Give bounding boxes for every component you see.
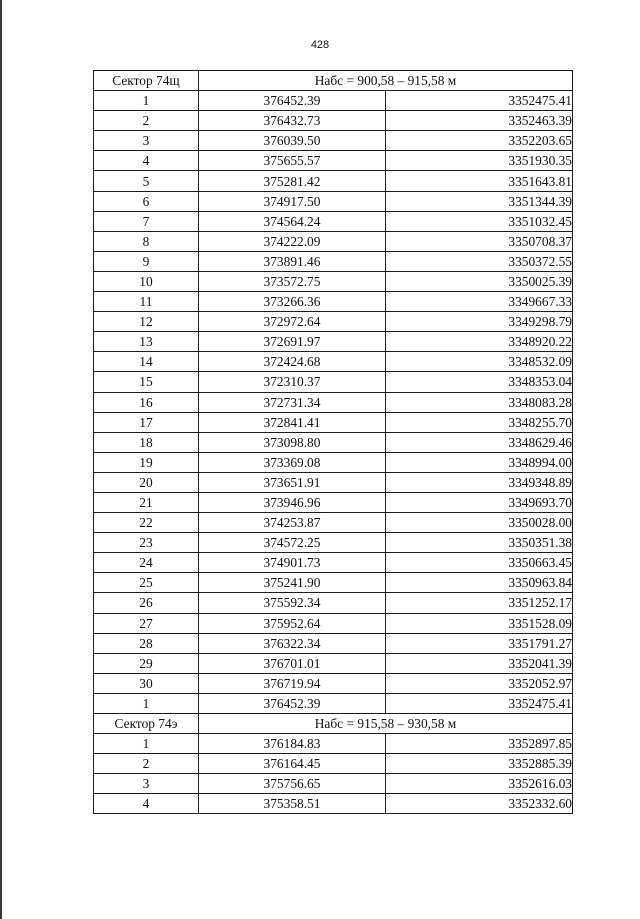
- coordinate-y: 3351791.27: [386, 633, 573, 653]
- point-number: 30: [94, 673, 199, 693]
- point-number: 4: [94, 151, 199, 171]
- point-number: 12: [94, 312, 199, 332]
- coordinate-y: 3350025.39: [386, 271, 573, 291]
- coordinate-x: 375281.42: [199, 171, 386, 191]
- point-number: 1: [94, 693, 199, 713]
- coordinate-y: 3351252.17: [386, 593, 573, 613]
- table-row: [94, 452, 573, 472]
- coordinate-y: 3350372.55: [386, 251, 573, 271]
- point-number: 4: [94, 794, 199, 814]
- coordinate-y: 3348255.70: [386, 412, 573, 432]
- coordinate-y: 3352332.60: [386, 794, 573, 814]
- sector-label: Сектор 74э: [94, 714, 199, 734]
- coordinate-y: 3351930.35: [386, 151, 573, 171]
- point-number: 14: [94, 352, 199, 372]
- point-number: 1: [94, 91, 199, 111]
- coordinate-x: 373098.80: [199, 432, 386, 452]
- coordinate-x: 376164.45: [199, 754, 386, 774]
- table-row: [94, 231, 573, 251]
- point-number: 18: [94, 432, 199, 452]
- point-number: 3: [94, 774, 199, 794]
- table-row: [94, 332, 573, 352]
- coordinate-y: 3351643.81: [386, 171, 573, 191]
- coordinate-x: 372972.64: [199, 312, 386, 332]
- coordinate-y: 3348083.28: [386, 392, 573, 412]
- height-range: Набс = 900,58 – 915,58 м: [199, 71, 573, 91]
- table-row: [94, 352, 573, 372]
- point-number: 24: [94, 553, 199, 573]
- coordinates-table: [93, 70, 573, 814]
- table-row: [94, 171, 573, 191]
- point-number: 21: [94, 492, 199, 512]
- page-number: 428: [310, 39, 330, 51]
- point-number: 16: [94, 392, 199, 412]
- point-number: 28: [94, 633, 199, 653]
- coordinate-x: 374253.87: [199, 513, 386, 533]
- point-number: 11: [94, 292, 199, 312]
- coordinate-y: 3352052.97: [386, 673, 573, 693]
- coordinate-y: 3350028.00: [386, 513, 573, 533]
- table-row: [94, 673, 573, 693]
- coordinate-x: 376452.39: [199, 693, 386, 713]
- coordinate-x: 375952.64: [199, 613, 386, 633]
- table-row: [94, 734, 573, 754]
- table-row: [94, 392, 573, 412]
- coordinate-y: 3350963.84: [386, 573, 573, 593]
- point-number: 3: [94, 131, 199, 151]
- point-number: 15: [94, 372, 199, 392]
- coordinate-x: 376719.94: [199, 673, 386, 693]
- table-row: [94, 211, 573, 231]
- coordinate-x: 372841.41: [199, 412, 386, 432]
- table-row: [94, 533, 573, 553]
- table-row: [94, 412, 573, 432]
- point-number: 5: [94, 171, 199, 191]
- coordinate-x: 373369.08: [199, 452, 386, 472]
- table-row: [94, 251, 573, 271]
- table-row: [94, 151, 573, 171]
- point-number: 2: [94, 754, 199, 774]
- coordinate-x: 374917.50: [199, 191, 386, 211]
- point-number: 20: [94, 472, 199, 492]
- coordinate-y: 3352897.85: [386, 734, 573, 754]
- coordinate-x: 374901.73: [199, 553, 386, 573]
- coordinate-x: 375358.51: [199, 794, 386, 814]
- coordinate-y: 3348994.00: [386, 452, 573, 472]
- coordinate-x: 376322.34: [199, 633, 386, 653]
- coordinates-table-body: [94, 71, 573, 814]
- table-row: [94, 271, 573, 291]
- coordinate-y: 3352475.41: [386, 91, 573, 111]
- point-number: 8: [94, 231, 199, 251]
- point-number: 13: [94, 332, 199, 352]
- table-row: [94, 633, 573, 653]
- coordinate-y: 3349348.89: [386, 472, 573, 492]
- coordinate-x: 373946.96: [199, 492, 386, 512]
- table-row: [94, 492, 573, 512]
- point-number: 22: [94, 513, 199, 533]
- coordinate-y: 3352203.65: [386, 131, 573, 151]
- coordinate-x: 376039.50: [199, 131, 386, 151]
- point-number: 10: [94, 271, 199, 291]
- coordinate-y: 3349667.33: [386, 292, 573, 312]
- point-number: 17: [94, 412, 199, 432]
- coordinate-x: 375592.34: [199, 593, 386, 613]
- coordinate-x: 372310.37: [199, 372, 386, 392]
- coordinate-y: 3352885.39: [386, 754, 573, 774]
- table-row: [94, 372, 573, 392]
- coordinate-y: 3348629.46: [386, 432, 573, 452]
- coordinate-y: 3348920.22: [386, 332, 573, 352]
- point-number: 27: [94, 613, 199, 633]
- table-row: [94, 613, 573, 633]
- coordinate-y: 3351528.09: [386, 613, 573, 633]
- coordinate-y: 3352041.39: [386, 653, 573, 673]
- coordinate-x: 376184.83: [199, 734, 386, 754]
- table-row: [94, 693, 573, 713]
- table-row: [94, 131, 573, 151]
- sector-header-row: [94, 714, 573, 734]
- coordinate-x: 376432.73: [199, 111, 386, 131]
- coordinate-y: 3350351.38: [386, 533, 573, 553]
- coordinate-y: 3351032.45: [386, 211, 573, 231]
- coordinate-x: 372731.34: [199, 392, 386, 412]
- coordinate-x: 374572.25: [199, 533, 386, 553]
- table-row: [94, 794, 573, 814]
- coordinate-x: 372691.97: [199, 332, 386, 352]
- point-number: 2: [94, 111, 199, 131]
- coordinate-y: 3352616.03: [386, 774, 573, 794]
- table-row: [94, 91, 573, 111]
- table-row: [94, 312, 573, 332]
- point-number: 19: [94, 452, 199, 472]
- coordinate-x: 373891.46: [199, 251, 386, 271]
- point-number: 6: [94, 191, 199, 211]
- table-row: [94, 653, 573, 673]
- table-row: [94, 553, 573, 573]
- coordinate-x: 373266.36: [199, 292, 386, 312]
- coordinate-y: 3352463.39: [386, 111, 573, 131]
- coordinate-y: 3349298.79: [386, 312, 573, 332]
- table-row: [94, 292, 573, 312]
- sector-header-row: [94, 71, 573, 91]
- coordinate-x: 372424.68: [199, 352, 386, 372]
- point-number: 23: [94, 533, 199, 553]
- table-row: [94, 573, 573, 593]
- table-row: [94, 432, 573, 452]
- coordinate-y: 3348532.09: [386, 352, 573, 372]
- point-number: 26: [94, 593, 199, 613]
- coordinate-y: 3349693.70: [386, 492, 573, 512]
- point-number: 29: [94, 653, 199, 673]
- scan-edge: [0, 0, 2, 919]
- point-number: 7: [94, 211, 199, 231]
- table-row: [94, 513, 573, 533]
- table-row: [94, 774, 573, 794]
- coordinate-y: 3350708.37: [386, 231, 573, 251]
- table-row: [94, 111, 573, 131]
- point-number: 9: [94, 251, 199, 271]
- table-row: [94, 191, 573, 211]
- coordinate-y: 3348353.04: [386, 372, 573, 392]
- coordinate-x: 376452.39: [199, 91, 386, 111]
- coordinate-x: 373572.75: [199, 271, 386, 291]
- height-range: Набс = 915,58 – 930,58 м: [199, 714, 573, 734]
- sector-label: Сектор 74щ: [94, 71, 199, 91]
- coordinate-y: 3350663.45: [386, 553, 573, 573]
- table-row: [94, 754, 573, 774]
- coordinate-x: 374564.24: [199, 211, 386, 231]
- table-row: [94, 472, 573, 492]
- coordinate-x: 375655.57: [199, 151, 386, 171]
- coordinate-x: 375756.65: [199, 774, 386, 794]
- point-number: 25: [94, 573, 199, 593]
- coordinate-y: 3352475.41: [386, 693, 573, 713]
- coordinate-x: 374222.09: [199, 231, 386, 251]
- point-number: 1: [94, 734, 199, 754]
- coordinate-x: 376701.01: [199, 653, 386, 673]
- table-row: [94, 593, 573, 613]
- coordinate-y: 3351344.39: [386, 191, 573, 211]
- coordinate-x: 373651.91: [199, 472, 386, 492]
- coordinate-x: 375241.90: [199, 573, 386, 593]
